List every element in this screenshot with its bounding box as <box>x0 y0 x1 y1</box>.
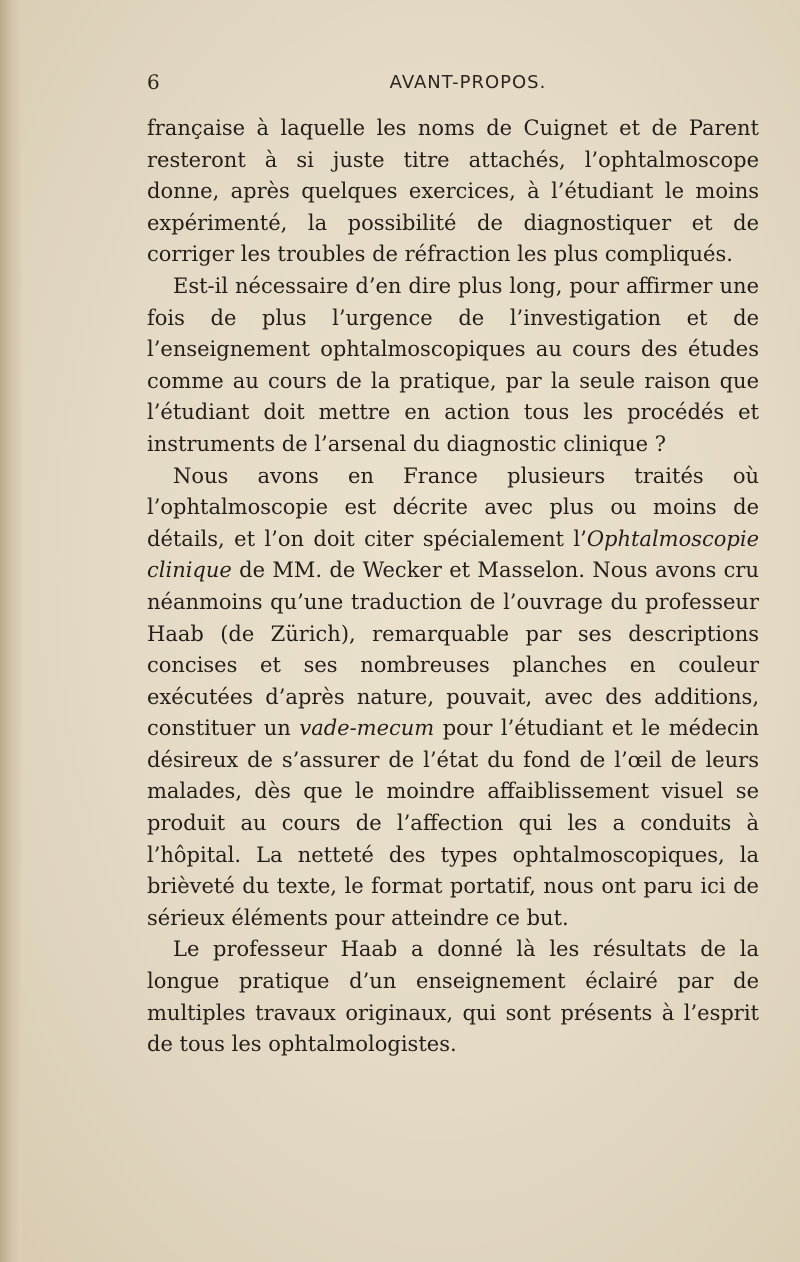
paragraph-4: Le professeur Haab a donné là les résultats de la longue pratique d’un enseignement éclairé par de multiples travaux originaux, qui sont présents à l’esprit de tous les ophtalmologistes. <box>147 937 759 1057</box>
page-number: 6 <box>147 70 160 94</box>
body-text <box>147 113 759 1061</box>
paragraph-3-text-b: de MM. de Wecker et Masselon. Nous avons cru néanmoins qu’une traduction de l’ouvrage du professeur Haab (de Zürich), remarquable par ses descriptions concises et ses nombreuses planches en couleur exécutées d’après nature, pouvait, avec des additions, constituer un <box>147 558 759 741</box>
paragraph-3 <box>147 461 759 935</box>
binding-gutter <box>0 0 22 1262</box>
paragraph-3-text-a: Nous avons en France plusieurs traités où l’ophtalmoscopie est décrite avec plus ou moins de détails, et l’on doit citer spécialement l’ <box>147 463 759 551</box>
running-head: AVANT-PROPOS. <box>389 72 547 93</box>
paragraph-2: Est-il nécessaire d’en dire plus long, pour affirmer une fois de plus l’urgence de l’investigation et de l’enseignement ophtalmoscopiques au cours des études comme au cours de la pratique, par la seule raison que l’étudiant doit mettre en action tous les procédés et instruments de l’arsenal du diagnostic clinique ? <box>147 273 759 456</box>
paragraph-3-text-c: pour l’étudiant et le médecin désireux de s’assurer de l’état du fond de l’œil de leurs malades, dès que le moindre affaiblissement visuel se produit au cours de l’affection qui les a conduits à l’hôpital. La netteté des types ophtalmoscopiques, la brièveté du texte, le format portatif, nous ont paru ici de sérieux éléments pour atteindre ce but. <box>147 716 759 930</box>
page-header <box>147 70 759 100</box>
vade-mecum-italic: vade-mecum <box>299 716 435 741</box>
book-title-italic: Ophtalmoscopie clinique <box>147 526 759 583</box>
paragraph-1: française à laquelle les noms de Cuignet et de Parent resteront à si juste titre attachés, l’ophtalmoscope donne, après quelques exercices, à l’étudiant le moins expérimenté, la possibilité de diagnostiquer et de corriger les troubles de réfraction les plus compliqués. <box>147 116 759 267</box>
